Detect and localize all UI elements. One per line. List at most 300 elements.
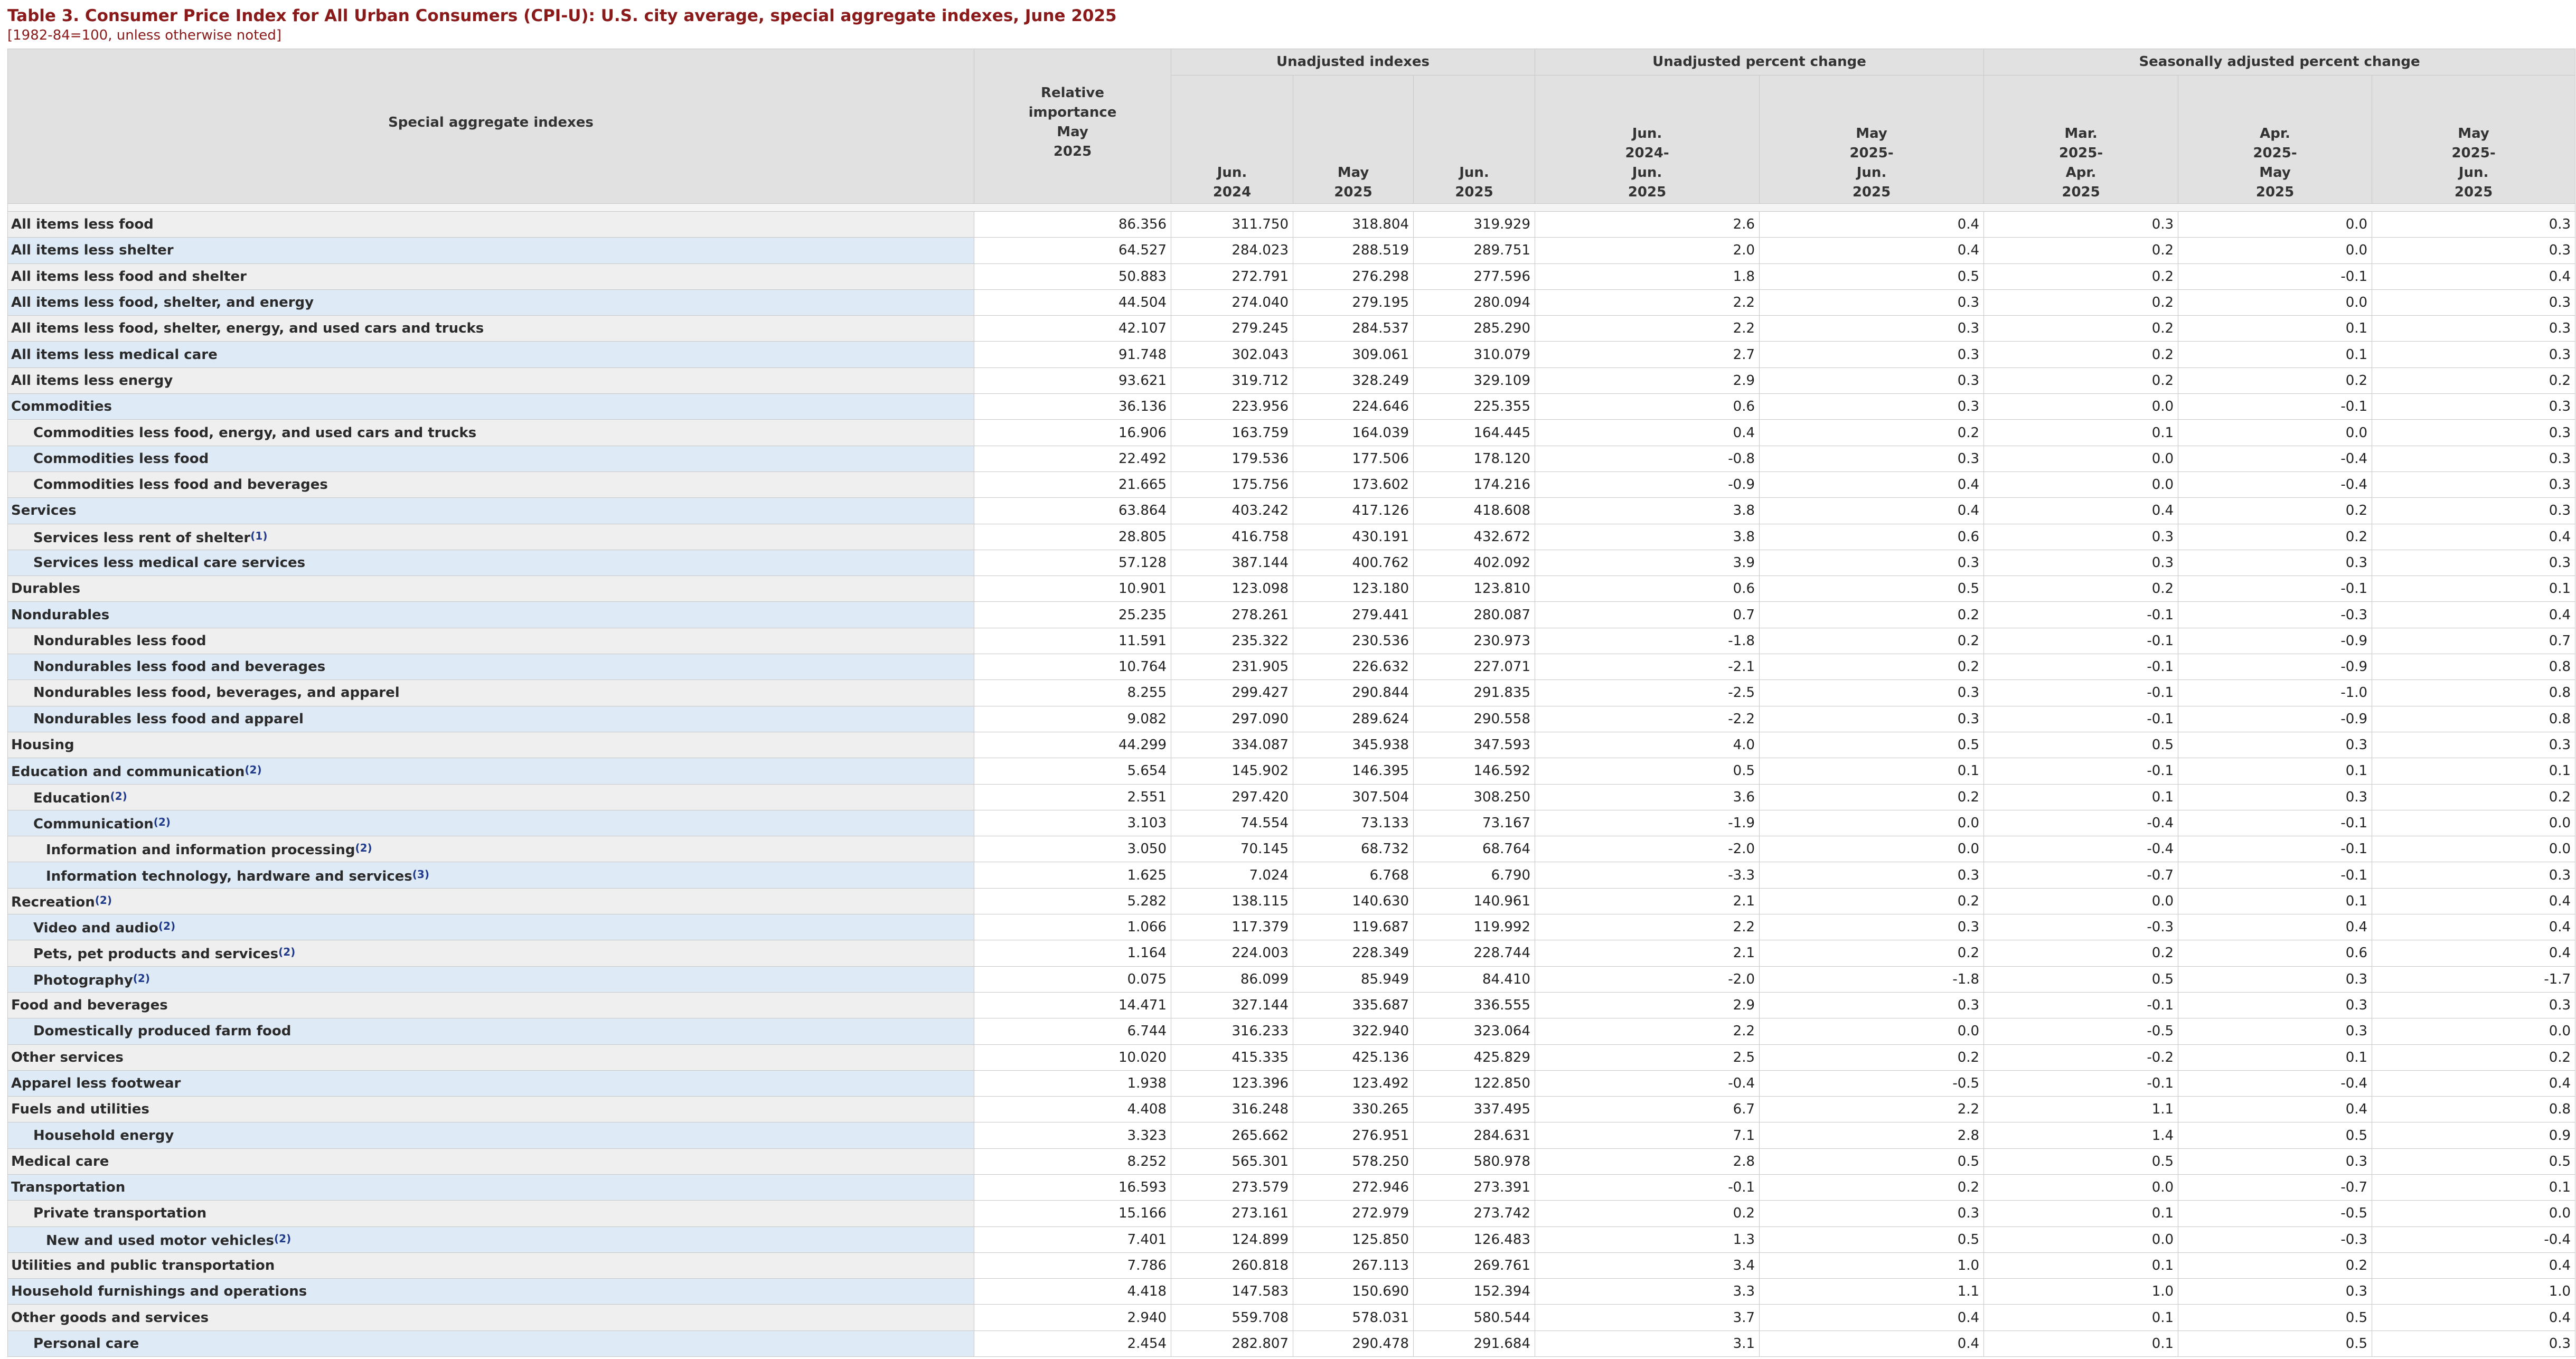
value-cell: 0.3: [2178, 784, 2372, 810]
value-cell: 230.536: [1293, 628, 1414, 654]
value-cell: 2.9: [1535, 367, 1760, 393]
value-cell: 0.4: [1760, 498, 1984, 524]
value-cell: 0.8: [2372, 654, 2575, 680]
table-row: [8, 1148, 2575, 1174]
value-cell: 0.5: [1760, 576, 1984, 602]
value-cell: 302.043: [1171, 342, 1293, 367]
value-cell: 0.3: [1760, 914, 1984, 940]
value-cell: 580.544: [1414, 1305, 1535, 1330]
value-cell: 123.098: [1171, 576, 1293, 602]
value-cell: 178.120: [1414, 446, 1535, 471]
table-row: [8, 1122, 2575, 1148]
value-cell: 0.4: [1760, 212, 1984, 238]
value-cell: 0.0: [2372, 1018, 2575, 1044]
table-row: [8, 1279, 2575, 1305]
value-cell: 124.899: [1171, 1226, 1293, 1252]
value-cell: 36.136: [974, 394, 1171, 420]
header-line: May: [2259, 165, 2291, 181]
value-cell: 0.2: [1760, 654, 1984, 680]
value-cell: 0.3: [1984, 550, 2178, 575]
value-cell: 0.5: [2372, 1148, 2575, 1174]
value-cell: 578.031: [1293, 1305, 1414, 1330]
value-cell: 126.483: [1414, 1226, 1535, 1252]
row-label-cell: [8, 1201, 974, 1226]
value-cell: 119.687: [1293, 914, 1414, 940]
row-label-cell: [8, 342, 974, 367]
value-cell: 0.0: [1984, 888, 2178, 914]
row-label-cell: [8, 550, 974, 575]
value-cell: 337.495: [1414, 1097, 1535, 1122]
value-cell: 0.6: [2178, 940, 2372, 966]
table-row: [8, 316, 2575, 342]
value-cell: 416.758: [1171, 524, 1293, 550]
value-cell: 0.5: [2178, 1330, 2372, 1356]
header-line: Jun.: [1856, 165, 1887, 181]
row-label: All items less food, shelter, and energy: [11, 295, 314, 311]
footnote-link[interactable]: (2): [274, 1232, 292, 1245]
table-row: [8, 810, 2575, 836]
value-cell: 276.951: [1293, 1122, 1414, 1148]
value-cell: 1.625: [974, 862, 1171, 888]
value-cell: -0.9: [2178, 628, 2372, 654]
header-group-unadjusted-percent-change: Unadjusted percent change: [1535, 49, 1984, 76]
footnote-link[interactable]: (2): [245, 763, 262, 777]
value-cell: 2.0: [1535, 238, 1760, 263]
value-cell: 0.2: [2178, 498, 2372, 524]
value-cell: 0.2: [2178, 524, 2372, 550]
row-label: Personal care: [33, 1335, 139, 1352]
value-cell: 73.167: [1414, 810, 1535, 836]
header-line: 2025: [2454, 184, 2493, 200]
value-cell: -0.1: [1984, 992, 2178, 1018]
value-cell: 0.3: [1760, 706, 1984, 732]
value-cell: 279.441: [1293, 602, 1414, 628]
cpi-table: [7, 49, 2575, 1357]
value-cell: 164.039: [1293, 420, 1414, 446]
table-row: [8, 1305, 2575, 1330]
value-cell: -0.7: [2178, 1174, 2372, 1200]
footnote-link[interactable]: (2): [158, 920, 176, 933]
row-label: Food and beverages: [11, 997, 168, 1014]
value-cell: -0.1: [1984, 758, 2178, 784]
table-row: [8, 654, 2575, 680]
value-cell: 0.3: [2178, 992, 2372, 1018]
footnote-link[interactable]: (2): [95, 893, 112, 907]
value-cell: 0.3: [2372, 1330, 2575, 1356]
row-label-cell: [8, 914, 974, 940]
value-cell: 2.5: [1535, 1044, 1760, 1070]
value-cell: 319.712: [1171, 367, 1293, 393]
value-cell: 0.4: [2372, 888, 2575, 914]
value-cell: 0.075: [974, 966, 1171, 992]
header-line: Jun.: [1459, 165, 1489, 181]
footnote-link[interactable]: (2): [278, 946, 296, 959]
footnote-link[interactable]: (1): [250, 529, 268, 542]
table-row: [8, 1070, 2575, 1096]
value-cell: 0.4: [2372, 1252, 2575, 1278]
header-line: Jun.: [1632, 126, 1662, 141]
value-cell: 0.3: [2178, 1148, 2372, 1174]
value-cell: 0.2: [2178, 367, 2372, 393]
row-label: Medical care: [11, 1153, 109, 1169]
value-cell: 22.492: [974, 446, 1171, 471]
value-cell: 0.4: [2372, 1070, 2575, 1096]
row-label: Apparel less footwear: [11, 1075, 181, 1091]
value-cell: 174.216: [1414, 471, 1535, 497]
header-special-aggregate-indexes: Special aggregate indexes: [8, 49, 974, 204]
value-cell: 147.583: [1171, 1279, 1293, 1305]
table-row: [8, 289, 2575, 315]
value-cell: -1.8: [1535, 628, 1760, 654]
value-cell: 347.593: [1414, 732, 1535, 758]
value-cell: 230.973: [1414, 628, 1535, 654]
header-line: May: [1337, 165, 1369, 181]
row-label: Photography: [33, 972, 133, 988]
value-cell: 291.684: [1414, 1330, 1535, 1356]
header-line: Jun.: [1632, 165, 1662, 181]
value-cell: -0.1: [1984, 706, 2178, 732]
value-cell: 290.478: [1293, 1330, 1414, 1356]
table-row: [8, 680, 2575, 706]
value-cell: 3.103: [974, 810, 1171, 836]
value-cell: 559.708: [1171, 1305, 1293, 1330]
value-cell: 4.418: [974, 1279, 1171, 1305]
value-cell: 0.3: [2372, 550, 2575, 575]
header-period-column: [1535, 76, 1760, 204]
value-cell: 0.2: [1760, 628, 1984, 654]
row-label: Commodities less food and beverages: [33, 477, 328, 493]
header-line: 2025: [1628, 184, 1667, 200]
table-row: [8, 836, 2575, 862]
row-label: Communication: [33, 816, 154, 832]
value-cell: -0.4: [2372, 1226, 2575, 1252]
value-cell: 0.0: [1760, 836, 1984, 862]
header-line: Apr.: [2260, 126, 2290, 141]
footnote-link[interactable]: (3): [412, 867, 429, 881]
value-cell: 175.756: [1171, 471, 1293, 497]
value-cell: 225.355: [1414, 394, 1535, 420]
header-line: 2024: [1212, 184, 1252, 200]
row-label-cell: [8, 758, 974, 784]
value-cell: 91.748: [974, 342, 1171, 367]
header-line: importance: [1028, 105, 1117, 120]
value-cell: -1.7: [2372, 966, 2575, 992]
value-cell: 235.322: [1171, 628, 1293, 654]
header-line: May: [2458, 126, 2489, 141]
value-cell: -0.1: [1984, 1070, 2178, 1096]
value-cell: 0.5: [1760, 1148, 1984, 1174]
value-cell: 316.248: [1171, 1097, 1293, 1122]
value-cell: 6.744: [974, 1018, 1171, 1044]
value-cell: 0.4: [1984, 498, 2178, 524]
value-cell: 0.2: [1760, 888, 1984, 914]
value-cell: 265.662: [1171, 1122, 1293, 1148]
table-row: [8, 1044, 2575, 1070]
value-cell: 0.4: [2372, 1305, 2575, 1330]
value-cell: 0.2: [2372, 1044, 2575, 1070]
value-cell: 274.040: [1171, 289, 1293, 315]
value-cell: 0.3: [2372, 446, 2575, 471]
row-label: Education and communication: [11, 764, 245, 780]
value-cell: 0.2: [1984, 940, 2178, 966]
value-cell: 0.2: [1984, 576, 2178, 602]
table-row: [8, 940, 2575, 966]
value-cell: 228.349: [1293, 940, 1414, 966]
value-cell: 0.2: [1760, 940, 1984, 966]
value-cell: 0.3: [1760, 446, 1984, 471]
value-cell: 0.3: [2372, 732, 2575, 758]
table-row: [8, 732, 2575, 758]
value-cell: -0.4: [1535, 1070, 1760, 1096]
value-cell: 0.3: [1760, 680, 1984, 706]
value-cell: 63.864: [974, 498, 1171, 524]
row-label-cell: [8, 420, 974, 446]
value-cell: 387.144: [1171, 550, 1293, 575]
value-cell: 0.1: [2178, 1044, 2372, 1070]
value-cell: 0.0: [2372, 836, 2575, 862]
value-cell: 84.410: [1414, 966, 1535, 992]
header-group-unadjusted-indexes: Unadjusted indexes: [1171, 49, 1535, 76]
value-cell: 0.1: [1760, 758, 1984, 784]
row-label-cell: [8, 498, 974, 524]
value-cell: 0.3: [1760, 862, 1984, 888]
value-cell: -2.0: [1535, 836, 1760, 862]
value-cell: -0.1: [1984, 602, 2178, 628]
value-cell: 16.593: [974, 1174, 1171, 1200]
value-cell: -0.9: [1535, 471, 1760, 497]
header-line: 2025: [1852, 184, 1891, 200]
row-label: Information and information processing: [46, 842, 355, 858]
value-cell: 327.144: [1171, 992, 1293, 1018]
header-line: 2025-: [2058, 145, 2103, 161]
value-cell: 0.2: [1760, 1174, 1984, 1200]
value-cell: 3.3: [1535, 1279, 1760, 1305]
value-cell: 2.940: [974, 1305, 1171, 1330]
value-cell: 6.768: [1293, 862, 1414, 888]
value-cell: 0.0: [2372, 810, 2575, 836]
value-cell: 3.4: [1535, 1252, 1760, 1278]
value-cell: 0.2: [1535, 1201, 1760, 1226]
value-cell: 310.079: [1414, 342, 1535, 367]
header-line: 2025: [1334, 184, 1372, 200]
value-cell: -0.4: [2178, 1070, 2372, 1096]
row-label: Household furnishings and operations: [11, 1284, 307, 1300]
value-cell: 0.3: [1760, 316, 1984, 342]
value-cell: 74.554: [1171, 810, 1293, 836]
row-label-cell: [8, 966, 974, 992]
table-row: [8, 471, 2575, 497]
value-cell: 25.235: [974, 602, 1171, 628]
value-cell: 0.4: [2178, 1097, 2372, 1122]
value-cell: 173.602: [1293, 471, 1414, 497]
value-cell: 2.9: [1535, 992, 1760, 1018]
row-label-cell: [8, 628, 974, 654]
value-cell: -2.0: [1535, 966, 1760, 992]
value-cell: 0.3: [1760, 394, 1984, 420]
value-cell: 0.3: [1760, 342, 1984, 367]
value-cell: 291.835: [1414, 680, 1535, 706]
row-label-cell: [8, 212, 974, 238]
value-cell: 2.454: [974, 1330, 1171, 1356]
footnote-link[interactable]: (2): [110, 789, 127, 803]
table-row: [8, 1097, 2575, 1122]
value-cell: 163.759: [1171, 420, 1293, 446]
value-cell: 123.396: [1171, 1070, 1293, 1096]
value-cell: 0.3: [2372, 420, 2575, 446]
value-cell: 0.0: [2178, 238, 2372, 263]
value-cell: 0.2: [1760, 784, 1984, 810]
table-title: Table 3. Consumer Price Index for All Urban Consumers (CPI-U): U.S. city average, special aggregate indexes, June 2025: [7, 6, 1117, 25]
header-line: May: [1057, 124, 1088, 140]
value-cell: 284.537: [1293, 316, 1414, 342]
row-label-cell: [8, 1174, 974, 1200]
value-cell: 272.979: [1293, 1201, 1414, 1226]
value-cell: 273.579: [1171, 1174, 1293, 1200]
value-cell: 0.6: [1535, 576, 1760, 602]
value-cell: 285.290: [1414, 316, 1535, 342]
row-label-cell: [8, 394, 974, 420]
value-cell: 272.791: [1171, 263, 1293, 289]
value-cell: 2.6: [1535, 212, 1760, 238]
value-cell: 0.2: [1984, 342, 2178, 367]
value-cell: 7.786: [974, 1252, 1171, 1278]
table-row: [8, 602, 2575, 628]
row-label-cell: [8, 1330, 974, 1356]
value-cell: 140.961: [1414, 888, 1535, 914]
value-cell: 565.301: [1171, 1148, 1293, 1174]
value-cell: 0.3: [2372, 238, 2575, 263]
row-label-cell: [8, 576, 974, 602]
table-row: [8, 706, 2575, 732]
table-row: [8, 394, 2575, 420]
table-row: [8, 238, 2575, 263]
value-cell: 0.2: [1984, 289, 2178, 315]
row-label-cell: [8, 316, 974, 342]
value-cell: 308.250: [1414, 784, 1535, 810]
value-cell: 2.7: [1535, 342, 1760, 367]
value-cell: 6.790: [1414, 862, 1535, 888]
value-cell: 138.115: [1171, 888, 1293, 914]
value-cell: 0.4: [1760, 471, 1984, 497]
row-label: Video and audio: [33, 920, 158, 937]
row-label: All items less shelter: [11, 242, 174, 259]
value-cell: 288.519: [1293, 238, 1414, 263]
value-cell: 0.3: [1760, 289, 1984, 315]
row-label-cell: [8, 784, 974, 810]
row-label: All items less energy: [11, 372, 173, 389]
table-row: [8, 784, 2575, 810]
value-cell: 123.492: [1293, 1070, 1414, 1096]
value-cell: 15.166: [974, 1201, 1171, 1226]
value-cell: 2.551: [974, 784, 1171, 810]
value-cell: 0.0: [1984, 1174, 2178, 1200]
value-cell: -0.1: [2178, 836, 2372, 862]
value-cell: 0.5: [1760, 1226, 1984, 1252]
value-cell: 279.245: [1171, 316, 1293, 342]
row-label: All items less food, shelter, energy, and used cars and trucks: [11, 320, 484, 337]
value-cell: 85.949: [1293, 966, 1414, 992]
table-row: [8, 212, 2575, 238]
row-label: Nondurables less food and apparel: [33, 711, 304, 727]
header-period-column: [1171, 76, 1293, 204]
value-cell: 418.608: [1414, 498, 1535, 524]
table-row: [8, 628, 2575, 654]
footnote-link[interactable]: (2): [355, 842, 372, 855]
header-line: 2025: [2062, 184, 2100, 200]
value-cell: 272.946: [1293, 1174, 1414, 1200]
footnote-link[interactable]: (2): [133, 971, 150, 985]
value-cell: 179.536: [1171, 446, 1293, 471]
value-cell: -1.9: [1535, 810, 1760, 836]
value-cell: 403.242: [1171, 498, 1293, 524]
value-cell: 319.929: [1414, 212, 1535, 238]
value-cell: 329.109: [1414, 367, 1535, 393]
value-cell: 318.804: [1293, 212, 1414, 238]
row-label: All items less food and shelter: [11, 268, 247, 285]
value-cell: 0.5: [1535, 758, 1760, 784]
row-label: Household energy: [33, 1127, 174, 1144]
value-cell: 289.624: [1293, 706, 1414, 732]
value-cell: 2.2: [1535, 289, 1760, 315]
value-cell: 0.3: [1760, 992, 1984, 1018]
table-row: [8, 758, 2575, 784]
value-cell: 0.3: [1984, 212, 2178, 238]
value-cell: 123.810: [1414, 576, 1535, 602]
row-label-cell: [8, 992, 974, 1018]
value-cell: 68.764: [1414, 836, 1535, 862]
row-label-cell: [8, 654, 974, 680]
value-cell: -0.4: [1984, 836, 2178, 862]
value-cell: 0.1: [1984, 1330, 2178, 1356]
row-label: Education: [33, 790, 110, 806]
row-label: Commodities less food, energy, and used cars and trucks: [33, 424, 477, 441]
value-cell: -0.1: [2178, 810, 2372, 836]
value-cell: 1.3: [1535, 1226, 1760, 1252]
table-row: [8, 1330, 2575, 1356]
value-cell: 290.844: [1293, 680, 1414, 706]
value-cell: -1.0: [2178, 680, 2372, 706]
footnote-link[interactable]: (2): [153, 815, 171, 828]
value-cell: 0.0: [2372, 1201, 2575, 1226]
value-cell: 11.591: [974, 628, 1171, 654]
row-label-cell: [8, 1226, 974, 1252]
value-cell: 70.145: [1171, 836, 1293, 862]
value-cell: -2.5: [1535, 680, 1760, 706]
value-cell: 417.126: [1293, 498, 1414, 524]
value-cell: 289.751: [1414, 238, 1535, 263]
value-cell: 1.1: [1760, 1279, 1984, 1305]
table-row: [8, 966, 2575, 992]
value-cell: 299.427: [1171, 680, 1293, 706]
value-cell: 402.092: [1414, 550, 1535, 575]
value-cell: 0.5: [1760, 263, 1984, 289]
value-cell: 10.764: [974, 654, 1171, 680]
value-cell: 345.938: [1293, 732, 1414, 758]
value-cell: 323.064: [1414, 1018, 1535, 1044]
value-cell: 0.2: [1760, 1044, 1984, 1070]
value-cell: 0.3: [2178, 966, 2372, 992]
row-label: New and used motor vehicles: [46, 1232, 275, 1249]
value-cell: 1.8: [1535, 263, 1760, 289]
value-cell: 297.090: [1171, 706, 1293, 732]
value-cell: 5.654: [974, 758, 1171, 784]
value-cell: 0.3: [1760, 367, 1984, 393]
value-cell: 7.1: [1535, 1122, 1760, 1148]
value-cell: 7.401: [974, 1226, 1171, 1252]
value-cell: 3.9: [1535, 550, 1760, 575]
row-label: Transportation: [11, 1179, 126, 1196]
value-cell: 316.233: [1171, 1018, 1293, 1044]
